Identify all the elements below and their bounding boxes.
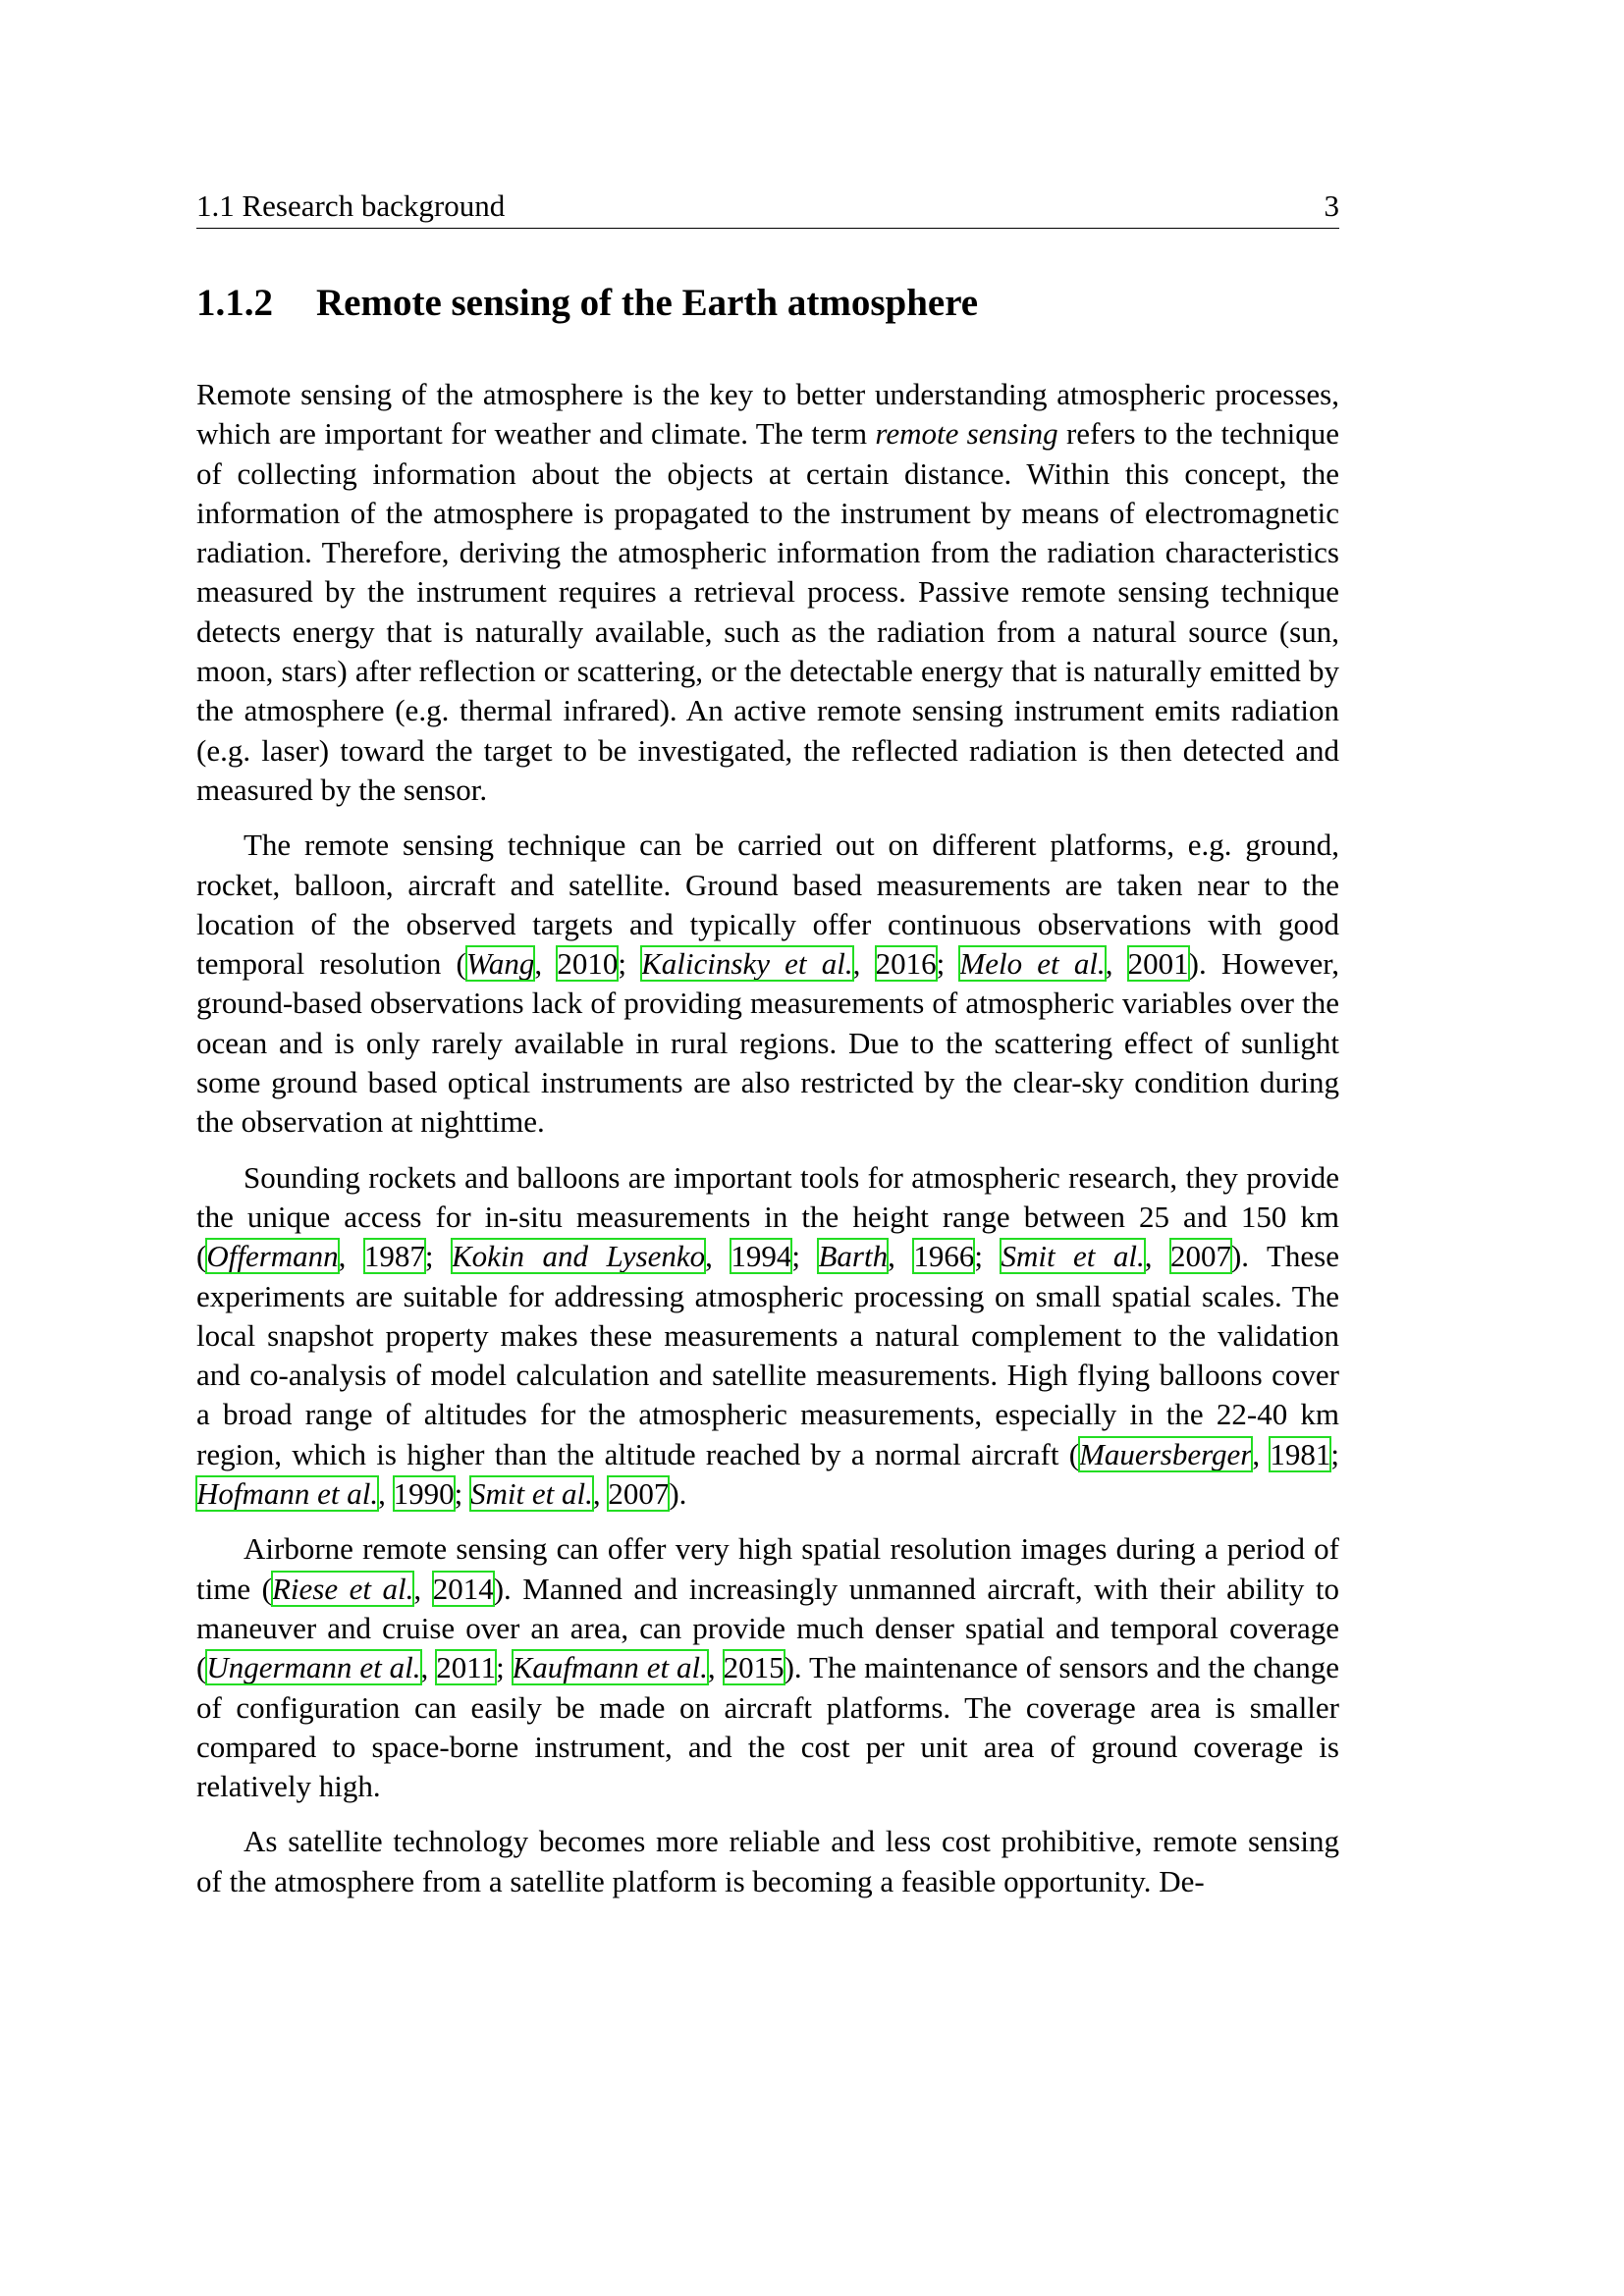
citation-year-link[interactable]: 2016 xyxy=(875,946,937,982)
paragraph-4: Airborne remote sensing can offer very high spatial resolution images during a period of time (Riese et al., 2014). Manned and increasingly unmanned aircraft, with their ability to maneuver and cruise over an area, can provide much denser spatial and temporal coverage (Ungermann et al., 2011; Kaufmann et al., 2015). The maintenance of sensors and the change of configuration can easily be made on aircraft platforms. The coverage area is smaller compared to space-borne instrument, and the cost per unit area of ground coverage is relatively high. xyxy=(196,1531,1340,1804)
citation-link[interactable]: Kalicinsky et al. xyxy=(641,946,853,982)
citation-year-link[interactable]: 2001 xyxy=(1127,946,1189,982)
page-number: 3 xyxy=(1324,188,1339,223)
section-number: 1.1.2 xyxy=(196,282,273,324)
citation-year-link[interactable]: 2011 xyxy=(436,1650,497,1685)
citation-year-link[interactable]: 2014 xyxy=(432,1571,494,1606)
citation-year-link[interactable]: 1966 xyxy=(913,1239,975,1274)
section-title: Remote sensing of the Earth atmosphere xyxy=(316,282,979,324)
citation-year-link[interactable]: 2007 xyxy=(608,1476,670,1512)
citation-year-link[interactable]: 2015 xyxy=(723,1650,785,1685)
paragraph-2: The remote sensing technique can be carried out on different platforms, e.g. ground, rocket, balloon, aircraft and satellite. Ground based measurements are taken near to the location of the observed targets and typically offer continuous observations with good temporal resolution (Wang, 2010; Kalicinsky et al., 2016; Melo et al., 2001). However, ground-based observations lack of providing measurements of atmospheric variables over the ocean and is only rarely available in rural regions. Due to the scattering effect of sunlight some ground based optical instruments are also restricted by the clear-sky condition during the observation at nighttime. xyxy=(196,828,1340,1140)
section-heading xyxy=(196,278,1339,329)
citation-year-link[interactable]: 1990 xyxy=(393,1476,455,1512)
header-section-title: 1.1 Research background xyxy=(196,188,506,223)
emphasized-term: remote sensing xyxy=(875,416,1058,452)
citation-link[interactable]: Melo et al. xyxy=(959,946,1106,982)
running-header xyxy=(196,187,1339,229)
citation-year-link[interactable]: 1994 xyxy=(731,1239,792,1274)
citation-link[interactable]: Smit et al. xyxy=(470,1476,593,1512)
citation-link[interactable]: Smit et al. xyxy=(1001,1239,1145,1274)
citation-year-link[interactable]: 1987 xyxy=(363,1239,425,1274)
citation-link[interactable]: Kokin and Lysenko xyxy=(451,1239,706,1274)
paragraph-5: As satellite technology becomes more reliable and less cost prohibitive, remote sensing of the atmosphere from a satellite platform is becoming a feasible opportunity. De- xyxy=(196,1824,1339,1898)
citation-link[interactable]: Offermann xyxy=(206,1239,339,1274)
citation-link[interactable]: Wang xyxy=(465,946,535,982)
citation-year-link[interactable]: 2007 xyxy=(1169,1239,1231,1274)
citation-year-link[interactable]: 1981 xyxy=(1270,1436,1331,1471)
body-text xyxy=(196,375,1339,1917)
citation-link[interactable]: Riese et al. xyxy=(271,1571,414,1606)
paragraph-1: Remote sensing of the atmosphere is the key to better understanding atmospheric processes, which are important for weather and climate. The term remote sensing refers to the technique of collecting information about the objects at certain distance. Within this concept, the information of the atmosphere is propagated to the instrument by means of electromagnetic radiation. Therefore, deriving the atmospheric information from the radiation characteristics measured by the instrument requires a retrieval process. Passive remote sensing technique detects energy that is naturally available, such as the radiation from a natural source (sun, moon, stars) after reflection or scattering, or the detectable energy that is naturally emitted by the atmosphere (e.g. thermal infrared). An active remote sensing instrument emits radiation (e.g. laser) toward the target to be investigated, the reflected radiation is then detected and measured by the sensor. xyxy=(196,377,1339,807)
citation-link[interactable]: Hofmann et al. xyxy=(196,1476,379,1512)
citation-link[interactable]: Ungermann et al. xyxy=(206,1650,421,1685)
paragraph-3: Sounding rockets and balloons are important tools for atmospheric research, they provide the unique access for in-situ measurements in the height range between 25 and 150 km (Offermann, 1987; Kokin and Lysenko, 1994; Barth, 1966; Smit et al., 2007). These experiments are suitable for addressing atmospheric processing on small spatial scales. The local snapshot property makes these measurements a natural complement to the validation and co-analysis of model calculation and satellite measurements. High flying balloons cover a broad range of altitudes for the atmospheric measurements, especially in the 22-40 km region, which is higher than the altitude reached by a normal aircraft (Mauersberger, 1981; Hofmann et al., 1990; Smit et al., 2007). xyxy=(196,1159,1340,1512)
citation-year-link[interactable]: 2010 xyxy=(557,946,619,982)
citation-link[interactable]: Kaufmann et al. xyxy=(512,1650,708,1685)
citation-link[interactable]: Mauersberger xyxy=(1079,1436,1253,1471)
citation-link[interactable]: Barth xyxy=(818,1239,889,1274)
